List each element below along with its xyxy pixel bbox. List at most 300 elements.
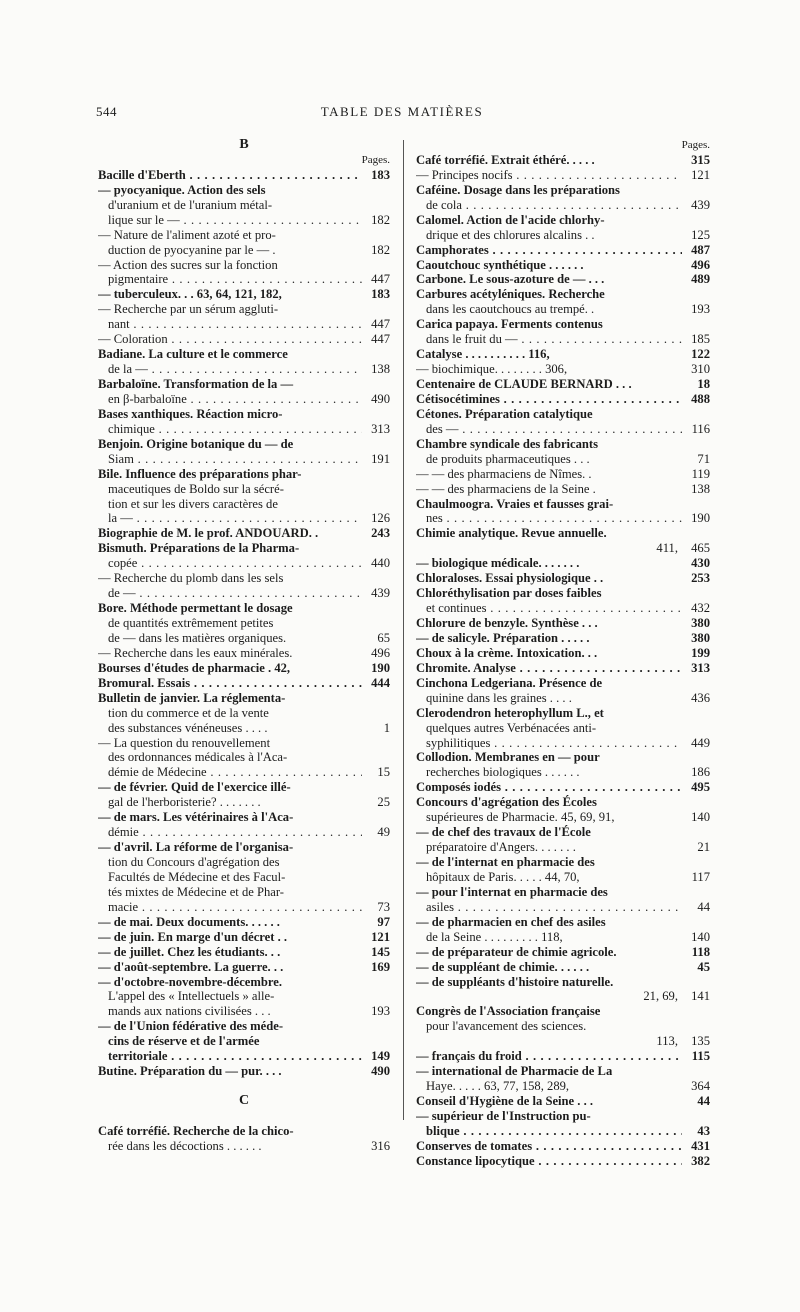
entry-text: 113, <box>656 1034 678 1049</box>
index-entry-line <box>416 795 710 810</box>
index-entry-line <box>416 840 710 855</box>
index-entry-line <box>416 287 710 302</box>
entry-text: gal de l'herboristerie? . . . . . . . <box>108 795 261 810</box>
index-entry-line <box>98 302 390 317</box>
index-entry-line <box>98 183 390 198</box>
index-entry-line <box>416 153 710 168</box>
entry-text: — de mars. Les vétérinaires à l'Aca- <box>98 810 294 825</box>
page-reference: 436 <box>691 690 710 705</box>
index-entry-line <box>98 676 390 691</box>
page-reference: 126 <box>371 511 390 526</box>
page-reference: 439 <box>691 197 710 212</box>
index-entry-line <box>416 870 710 885</box>
entry-text: tion et sur les divers caractères de <box>108 496 278 511</box>
index-entry-line <box>98 810 390 825</box>
index-entry-line <box>98 467 390 482</box>
entry-text: drique et des chlorures alcalins . . <box>426 227 595 242</box>
page-reference: 116 <box>691 421 710 436</box>
index-entry-line <box>416 347 710 362</box>
entry-text: de la Seine . . . . . . . . . 118, <box>426 929 563 944</box>
index-entry-line <box>416 482 710 497</box>
entry-text: rée dans les décoctions . . . . . . <box>108 1138 262 1153</box>
page-reference: 495 <box>691 780 710 795</box>
index-entry-line <box>416 810 710 825</box>
entry-text: Barbaloïne. Transformation de la — <box>98 377 294 391</box>
entry-text: — — des pharmaciens de la Seine . <box>416 481 596 496</box>
index-entry-line <box>416 362 710 377</box>
entry-text: 411, <box>656 541 678 556</box>
entry-text: quinine dans les graines . . . . <box>426 690 572 705</box>
page-reference: 447 <box>371 332 390 347</box>
index-entry-line <box>98 780 390 795</box>
index-entry-line <box>98 945 390 960</box>
section-letter-heading: B <box>239 137 249 152</box>
entry-text: — d'avril. La réforme de l'organisa- <box>98 840 294 855</box>
page-reference: 489 <box>691 272 710 287</box>
index-entry-line <box>416 676 710 691</box>
index-entry-line <box>98 706 390 721</box>
entry-text: démie de Médecine . . . <box>108 765 362 780</box>
entry-text: Badiane. La culture et le commerce <box>98 347 288 362</box>
entry-text: des — . . . <box>426 422 682 437</box>
index-entry-line <box>98 975 390 990</box>
index-entry-line <box>416 272 710 287</box>
index-entry-line <box>98 511 390 526</box>
index-entry-line <box>416 452 710 467</box>
column-divider <box>403 140 404 1120</box>
index-entry-line <box>98 750 390 765</box>
pages-column-label: Pages. <box>361 153 390 166</box>
entry-text: lique sur le — . . . <box>108 213 362 228</box>
page-reference: 439 <box>371 586 390 601</box>
page-reference: 182 <box>371 212 390 227</box>
index-entry-line <box>98 586 390 601</box>
entry-text: — de suppléant de chimie. . . . . . <box>416 959 590 974</box>
page-reference: 45 <box>697 959 710 974</box>
index-entry-line <box>416 1109 710 1124</box>
entry-text: Carbone. Le sous-azoture de — . . . <box>416 272 605 287</box>
page-reference: 193 <box>371 1004 390 1019</box>
page-reference: 496 <box>371 645 390 660</box>
page-reference: 121 <box>691 167 710 182</box>
page-reference: 65 <box>377 630 390 645</box>
index-entry-line <box>98 541 390 556</box>
entry-text: — de suppléants d'histoire naturelle. <box>416 974 614 989</box>
entry-text: de — . . . <box>108 586 362 601</box>
page-reference: 140 <box>691 810 710 825</box>
entry-text: — de pharmacien en chef des asiles <box>416 914 606 929</box>
index-entry-line <box>416 706 710 721</box>
index-entry-line <box>416 1079 710 1094</box>
index-entry-line <box>416 1139 710 1154</box>
index-entry-line <box>98 482 390 497</box>
index-entry-line <box>98 317 390 332</box>
index-entry-line <box>98 437 390 452</box>
entry-text: Bacille d'Eberth . . . <box>98 168 362 183</box>
page-reference: 444 <box>371 675 390 690</box>
page-reference: 1 <box>383 720 390 735</box>
index-entry-line <box>416 1154 710 1169</box>
index-entry-line <box>416 526 710 541</box>
index-entry-line <box>98 407 390 422</box>
page-reference: 253 <box>691 571 710 586</box>
index-entry-line <box>98 631 390 646</box>
index-entry-line <box>98 362 390 377</box>
entry-text: Cétones. Préparation catalytique <box>416 406 593 421</box>
index-entry-line <box>416 661 710 676</box>
page-reference: 490 <box>371 391 390 406</box>
page-reference: 490 <box>371 1064 390 1079</box>
index-entry-line <box>98 1004 390 1019</box>
entry-text: dans le fruit du — . . . <box>426 332 682 347</box>
index-entry-line <box>416 1124 710 1139</box>
index-entry-line <box>416 945 710 960</box>
page-reference: 496 <box>691 257 710 272</box>
entry-text: Camphorates . . . <box>416 243 682 258</box>
page-reference: 97 <box>377 914 390 929</box>
entry-text: Bourses d'études de pharmacie . 42, <box>98 660 291 675</box>
entry-text: pigmentaire . . . <box>108 272 362 287</box>
entry-text: Benjoin. Origine botanique du — de <box>98 436 294 451</box>
page-reference: 488 <box>691 391 710 406</box>
entry-text: — Recherche par un sérum aggluti- <box>98 302 279 317</box>
entry-text: macie . . . <box>108 900 362 915</box>
index-entry-line <box>416 556 710 571</box>
entry-text: — tuberculeux. . . 63, 64, 121, 182, <box>98 287 282 302</box>
page-reference: 186 <box>691 765 710 780</box>
index-entry-line <box>98 661 390 676</box>
entry-text: — La question du renouvellement <box>98 735 271 750</box>
index-entry-line <box>416 855 710 870</box>
index-entry-line <box>98 243 390 258</box>
page-reference: 182 <box>371 242 390 257</box>
index-entry-line <box>416 721 710 736</box>
index-entry-line <box>416 586 710 601</box>
entry-text: tion du commerce et de la vente <box>108 705 269 720</box>
index-entry-line <box>98 332 390 347</box>
index-entry-line <box>416 243 710 258</box>
index-entry-line <box>416 1064 710 1079</box>
entry-text: Café torréfié. Recherche de la chico- <box>98 1123 294 1138</box>
index-entry-line <box>98 452 390 467</box>
index-entry-line <box>416 467 710 482</box>
page-reference: 71 <box>697 451 710 466</box>
index-entry-line <box>98 870 390 885</box>
left-column <box>98 138 390 1154</box>
index-entry-line <box>416 1019 710 1034</box>
index-entry-line <box>98 885 390 900</box>
index-entry-line <box>416 989 710 1004</box>
index-entry-line <box>416 392 710 407</box>
entry-text: — Recherche du plomb dans les sels <box>98 571 284 586</box>
entry-text: Carbures acétyléniques. Recherche <box>416 287 605 302</box>
entry-text: syphilitiques . . . <box>426 736 682 751</box>
page-reference: 135 <box>691 1034 710 1049</box>
index-entry-line <box>416 616 710 631</box>
index-entry-line <box>98 556 390 571</box>
index-entry-line <box>416 780 710 795</box>
entry-text: — de juillet. Chez les étudiants. . . <box>98 944 281 959</box>
index-entry-line <box>98 840 390 855</box>
index-entry-line <box>98 497 390 512</box>
index-entry-line <box>98 855 390 870</box>
entry-text: Biographie de M. le prof. ANDOUARD. . <box>98 526 319 541</box>
index-entry-line <box>98 198 390 213</box>
index-entry-line <box>416 960 710 975</box>
page-reference: 15 <box>377 765 390 780</box>
index-entry-line <box>416 228 710 243</box>
spacer <box>98 1079 390 1094</box>
page-reference: 440 <box>371 556 390 571</box>
entry-text: — pour l'internat en pharmacie des <box>416 884 608 899</box>
index-entry-line <box>98 287 390 302</box>
index-entry-line <box>98 168 390 183</box>
entry-text: Bile. Influence des préparations phar- <box>98 466 302 481</box>
page-reference: 125 <box>691 227 710 242</box>
index-entry-line <box>98 1034 390 1049</box>
page-reference: 447 <box>371 272 390 287</box>
entry-text: Choux à la crème. Intoxication. . . <box>416 645 598 660</box>
index-entry-line <box>98 765 390 780</box>
entry-text: maceutiques de Boldo sur la sécré- <box>108 481 284 496</box>
page-reference: 141 <box>691 989 710 1004</box>
entry-text: Centenaire de CLAUDE BERNARD . . . <box>416 377 632 391</box>
index-entry-line <box>416 407 710 422</box>
index-entry-line <box>416 975 710 990</box>
page-reference: 191 <box>371 451 390 466</box>
page-reference: 149 <box>371 1049 390 1064</box>
page-reference: 115 <box>691 1049 710 1064</box>
page-reference: 145 <box>371 944 390 959</box>
entry-text: Facultés de Médecine et des Facul- <box>108 869 286 884</box>
page-reference: 243 <box>371 526 390 541</box>
page-reference: 25 <box>377 795 390 810</box>
index-entry-line <box>416 302 710 317</box>
entry-text: — de préparateur de chimie agricole. <box>416 944 617 959</box>
index-entry-line <box>98 1019 390 1034</box>
index-entry-line <box>98 1124 390 1139</box>
page-reference: 199 <box>691 645 710 660</box>
index-entry-line <box>98 795 390 810</box>
index-entry-line <box>98 721 390 736</box>
page-reference: 169 <box>371 959 390 974</box>
index-entry-line <box>416 1049 710 1064</box>
entry-text: Clerodendron heterophyllum L., et <box>416 705 604 720</box>
page-reference: 43 <box>697 1123 710 1138</box>
index-entry-line <box>416 631 710 646</box>
entry-text: Chambre syndicale des fabricants <box>416 436 599 451</box>
page-reference: 316 <box>371 1138 390 1153</box>
page-reference: 310 <box>691 362 710 377</box>
index-entry-line <box>98 571 390 586</box>
index-entry-line <box>98 213 390 228</box>
running-title: TABLE DES MATIÈRES <box>320 104 484 119</box>
entry-text: Conseil d'Hygiène de la Seine . . . <box>416 1094 594 1108</box>
page-reference: 122 <box>691 347 710 362</box>
entry-text: d'uranium et de l'uranium métal- <box>108 197 273 212</box>
entry-text: Bismuth. Préparations de la Pharma- <box>98 541 300 556</box>
index-entry-line <box>416 765 710 780</box>
index-entry-line <box>416 541 710 556</box>
index-entry-line <box>416 885 710 900</box>
page-reference: 190 <box>691 511 710 526</box>
index-entry-line <box>416 317 710 332</box>
page-reference: 183 <box>371 167 390 182</box>
page-reference: 430 <box>691 556 710 571</box>
page-reference: 313 <box>691 660 710 675</box>
index-entry-line <box>98 347 390 362</box>
index-entry-line <box>98 989 390 1004</box>
index-entry-line <box>416 825 710 840</box>
entry-text: tés mixtes de Médecine et de Phar- <box>108 884 284 899</box>
index-entry-line <box>416 601 710 616</box>
entry-text: mands aux nations civilisées . . . <box>108 1004 271 1019</box>
page-reference: 121 <box>371 929 390 944</box>
entry-text: Chimie analytique. Revue annuelle. <box>416 526 607 541</box>
entry-text: Siam . . . <box>108 452 362 467</box>
entry-text: — international de Pharmacie de La <box>416 1064 613 1079</box>
entry-text: Concours d'agrégation des Écoles <box>416 795 597 810</box>
index-entry-line <box>98 1064 390 1079</box>
index-entry-line <box>416 422 710 437</box>
entry-text: territoriale . . . <box>108 1049 362 1064</box>
index-entry-line <box>416 736 710 751</box>
index-entry-line <box>416 1004 710 1019</box>
index-entry-line <box>98 960 390 975</box>
entry-text: — d'octobre-novembre-décembre. <box>98 974 282 989</box>
page-reference: 73 <box>377 899 390 914</box>
entry-text: Caféine. Dosage dans les préparations <box>416 182 620 197</box>
page-reference: 431 <box>691 1138 710 1153</box>
index-entry-line <box>98 601 390 616</box>
entry-text: — de chef des travaux de l'École <box>416 825 591 840</box>
index-entry-line <box>98 646 390 661</box>
page-reference: 487 <box>691 242 710 257</box>
index-entry-line <box>98 272 390 287</box>
page-reference: 183 <box>371 287 390 302</box>
page-reference: 44 <box>697 1094 710 1108</box>
index-entry-line <box>98 1049 390 1064</box>
index-entry-line <box>416 332 710 347</box>
page-reference: 49 <box>377 825 390 840</box>
index-entry-line <box>98 1139 390 1154</box>
page-reference: 118 <box>691 944 710 959</box>
index-entry-line <box>416 168 710 183</box>
entry-text: asiles . . . <box>426 900 682 915</box>
entry-text: Chaulmoogra. Vraies et fausses grai- <box>416 496 614 511</box>
index-entry-line <box>98 900 390 915</box>
entry-text: de la — . . . <box>108 362 362 377</box>
page-reference: 18 <box>697 377 710 391</box>
page-number: 544 <box>96 104 117 119</box>
entry-text: tion du Concours d'agrégation des <box>108 855 280 869</box>
index-entry-line <box>98 228 390 243</box>
page-reference: 119 <box>691 466 710 481</box>
entry-text: copée . . . <box>108 556 362 571</box>
entry-text: — Recherche dans les eaux minérales. <box>98 645 293 660</box>
entry-text: — de salicyle. Préparation . . . . . <box>416 630 590 645</box>
index-entry-line <box>416 183 710 198</box>
entry-text: en β-barbaloïne . . . <box>108 392 362 407</box>
entry-text: des ordonnances médicales à l'Aca- <box>108 750 288 765</box>
entry-text: 21, 69, <box>643 989 678 1004</box>
entry-text: Café torréfié. Extrait éthéré. . . . . <box>416 152 595 167</box>
index-entry-line <box>416 915 710 930</box>
index-entry-line <box>98 825 390 840</box>
entry-text: quelques autres Verbénacées anti- <box>426 720 597 735</box>
entry-text: — pyocyanique. Action des sels <box>98 182 266 197</box>
index-entry-line <box>416 646 710 661</box>
index-entry-line <box>98 736 390 751</box>
entry-text: préparatoire d'Angers. . . . . . . <box>426 840 576 855</box>
entry-text: Haye. . . . . 63, 77, 158, 289, <box>426 1079 570 1094</box>
entry-text: chimique . . . <box>108 422 362 437</box>
page-reference: 185 <box>691 332 710 347</box>
entry-text: hôpitaux de Paris. . . . . 44, 70, <box>426 869 580 884</box>
entry-text: — de l'internat en pharmacie des <box>416 855 595 869</box>
entry-text: cins de réserve et de l'armée <box>108 1034 260 1049</box>
entry-text: — — des pharmaciens de Nîmes. . <box>416 466 592 481</box>
entry-text: Chlorure de benzyle. Synthèse . . . <box>416 616 598 630</box>
page-reference: 193 <box>691 302 710 317</box>
page-header <box>96 104 708 120</box>
page-reference: 140 <box>691 929 710 944</box>
entry-text: supérieures de Pharmacie. 45, 69, 91, <box>426 810 615 825</box>
index-entry-line <box>416 437 710 452</box>
index-entry-line <box>98 915 390 930</box>
entry-text: et continues . . . <box>426 601 682 616</box>
index-entry-line <box>416 750 710 765</box>
entry-text: pour l'avancement des sciences. <box>426 1019 587 1034</box>
entry-text: la — . . . <box>108 511 362 526</box>
index-entry-line <box>416 258 710 273</box>
page-reference: 449 <box>691 735 710 750</box>
entry-text: — supérieur de l'Instruction pu- <box>416 1108 591 1123</box>
page-reference: 432 <box>691 601 710 616</box>
entry-text: Bulletin de janvier. La réglementa- <box>98 690 286 705</box>
page-reference: 380 <box>691 616 710 630</box>
index-entry-line <box>416 1034 710 1049</box>
index-entry-line <box>416 497 710 512</box>
index-entry-line <box>416 1094 710 1109</box>
entry-text: Chloréthylisation par doses faibles <box>416 586 602 601</box>
entry-text: — de février. Quid de l'exercice illé- <box>98 780 291 795</box>
entry-text: Chloraloses. Essai physiologique . . <box>416 571 604 586</box>
entry-text: démie . . . <box>108 825 362 840</box>
index-entry-line <box>416 691 710 706</box>
entry-text: Cétisocétimines . . . <box>416 392 682 407</box>
entry-text: — Principes nocifs . . . <box>416 168 682 183</box>
page-reference: 364 <box>691 1079 710 1094</box>
entry-text: Collodion. Membranes en — pour <box>416 750 600 765</box>
entry-text: Congrès de l'Association française <box>416 1004 601 1019</box>
entry-text: — de juin. En marge d'un décret . . <box>98 929 288 944</box>
entry-text: — Action des sucres sur la fonction <box>98 257 278 272</box>
spacer <box>98 1109 390 1124</box>
index-entry-line <box>98 526 390 541</box>
entry-text: nes . . . <box>426 511 682 526</box>
right-column <box>416 138 710 1169</box>
index-entry-line <box>416 377 710 392</box>
entry-text: — de mai. Deux documents. . . . . . <box>98 914 280 929</box>
entry-text: Composés iodés . . . <box>416 780 682 795</box>
page-reference: 190 <box>371 660 390 675</box>
page-reference: 21 <box>697 840 710 855</box>
entry-text: nant . . . <box>108 317 362 332</box>
entry-text: blique . . . <box>426 1124 682 1139</box>
index-entry-line <box>416 213 710 228</box>
entry-text: — d'août-septembre. La guerre. . . <box>98 959 284 974</box>
